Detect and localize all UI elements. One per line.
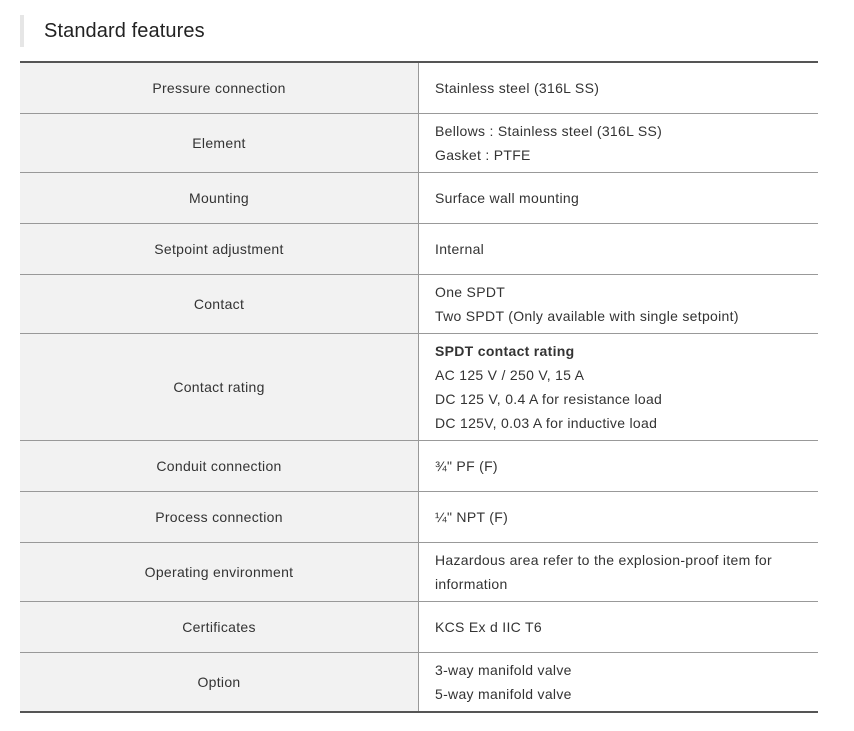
row-label: Operating environment [20,543,419,602]
row-label: Setpoint adjustment [20,224,419,275]
table-row [20,543,818,602]
table-row [20,114,818,173]
value-line: DC 125V, 0.03 A for inductive load [435,415,658,431]
row-value [419,334,819,441]
value-line: 3-way manifold valve [435,662,572,678]
row-value [419,602,819,653]
value-line: Gasket : PTFE [435,147,531,163]
table-row [20,602,818,653]
row-value [419,224,819,275]
value-line: ¾" PF (F) [435,458,498,474]
row-label: Contact rating [20,334,419,441]
table-row [20,441,818,492]
row-value [419,441,819,492]
row-value [419,653,819,713]
row-label: Certificates [20,602,419,653]
value-line: One SPDT [435,284,506,300]
value-line: 5-way manifold valve [435,686,572,702]
value-line: ¼" NPT (F) [435,509,509,525]
row-value [419,173,819,224]
value-line: Internal [435,241,485,257]
table-row [20,492,818,543]
section-heading [20,15,205,47]
row-value [419,543,819,602]
table-row [20,224,818,275]
table-row [20,334,818,441]
row-value [419,492,819,543]
table-row [20,275,818,334]
value-line: Bellows : Stainless steel (316L SS) [435,123,663,139]
row-label: Conduit connection [20,441,419,492]
row-value [419,62,819,114]
row-label: Element [20,114,419,173]
table-row [20,653,818,713]
section-title: Standard features [44,19,205,42]
row-label: Pressure connection [20,62,419,114]
value-line: Stainless steel (316L SS) [435,80,600,96]
row-label: Mounting [20,173,419,224]
row-label: Contact [20,275,419,334]
table-row [20,173,818,224]
row-value [419,114,819,173]
row-label: Option [20,653,419,713]
value-subheading: SPDT contact rating [435,343,575,359]
value-line: Hazardous area refer to the explosion-proof item for [435,552,772,568]
row-label: Process connection [20,492,419,543]
value-line: AC 125 V / 250 V, 15 A [435,367,585,383]
standard-features-table [20,61,818,713]
table-row [20,62,818,114]
value-line: Surface wall mounting [435,190,580,206]
value-line: Two SPDT (Only available with single setpoint) [435,308,739,324]
value-line: information [435,576,508,592]
value-line: KCS Ex d IIC T6 [435,619,542,635]
row-value [419,275,819,334]
value-line: DC 125 V, 0.4 A for resistance load [435,391,663,407]
